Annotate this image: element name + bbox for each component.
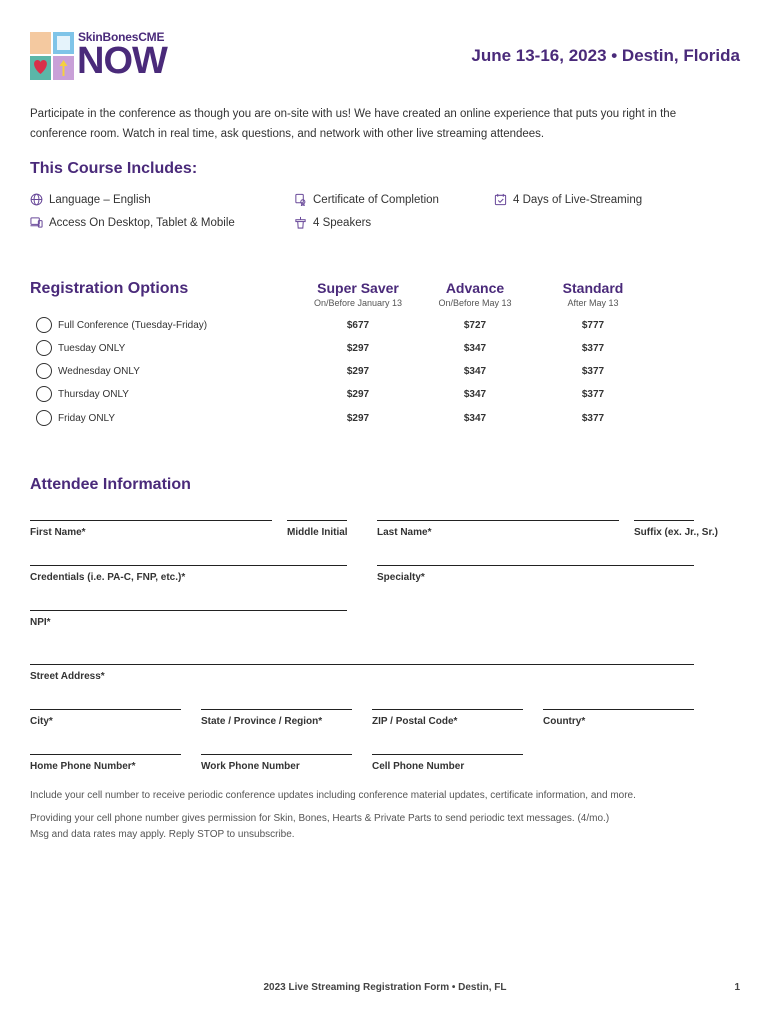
- registration-row-wednesday: Wednesday ONLY $297 $347 $377: [36, 362, 676, 382]
- home-phone-field[interactable]: Home Phone Number*: [30, 754, 181, 772]
- certificate-icon: [294, 193, 307, 206]
- last-name-field[interactable]: Last Name*: [377, 520, 619, 538]
- logo-brand: SkinBonesCME: [78, 30, 165, 44]
- registration-row-thursday: Thursday ONLY $297 $347 $377: [36, 385, 676, 405]
- intro-text: Participate in the conference as though you are on-site with us! We have created an online experience that puts you right in the conference room. Watch in real time, ask questions, and network with other live streaming attendees.: [30, 108, 677, 140]
- course-includes-title: This Course Includes:: [30, 160, 198, 177]
- first-name-field[interactable]: First Name*: [30, 520, 272, 538]
- feature-livestreaming: 4 Days of Live-Streaming: [494, 193, 642, 206]
- feature-devices: Access On Desktop, Tablet & Mobile: [30, 216, 235, 229]
- column-super-saver: Super Saver On/Before January 13: [313, 280, 403, 308]
- registration-row-friday: Friday ONLY $297 $347 $377: [36, 409, 676, 429]
- event-date: June 13-16, 2023 • Destin, Florida: [471, 46, 740, 65]
- state-field[interactable]: State / Province / Region*: [201, 709, 352, 727]
- footer-text: 2023 Live Streaming Registration Form • Destin, FL: [263, 982, 507, 993]
- text-permission-note: Providing your cell phone number gives permission for Skin, Bones, Hearts & Private Parts to send periodic text messages. (4/mo.): [30, 813, 610, 824]
- msg-rates-note: Msg and data rates may apply. Reply STOP to unsubscribe.: [30, 829, 295, 840]
- feature-speakers: 4 Speakers: [294, 216, 371, 229]
- registration-title: Registration Options: [30, 280, 189, 297]
- suffix-field[interactable]: Suffix (ex. Jr., Sr.): [634, 520, 694, 538]
- column-advance: Advance On/Before May 13: [438, 280, 512, 308]
- column-standard: Standard After May 13: [562, 280, 624, 308]
- radio-wednesday[interactable]: [36, 363, 52, 379]
- work-phone-field[interactable]: Work Phone Number: [201, 754, 352, 772]
- registration-row-full: Full Conference (Tuesday-Friday) $677 $727 $777: [36, 316, 676, 336]
- logo-now: NOW: [77, 40, 167, 82]
- middle-initial-field[interactable]: Middle Initial: [287, 520, 347, 538]
- podium-icon: [294, 216, 307, 229]
- radio-tuesday[interactable]: [36, 340, 52, 356]
- globe-icon: [30, 193, 43, 206]
- feature-certificate: Certificate of Completion: [294, 193, 439, 206]
- specialty-field[interactable]: Specialty*: [377, 565, 694, 583]
- logo: [30, 28, 182, 84]
- logo-tiles-icon: [30, 32, 74, 80]
- attendee-title: Attendee Information: [30, 476, 191, 493]
- radio-full-conference[interactable]: [36, 317, 52, 333]
- city-field[interactable]: City*: [30, 709, 181, 727]
- calendar-check-icon: [494, 193, 507, 206]
- feature-language: Language – English: [30, 193, 151, 206]
- page-number: 1: [734, 982, 740, 993]
- registration-row-tuesday: Tuesday ONLY $297 $347 $377: [36, 339, 676, 359]
- country-field[interactable]: Country*: [543, 709, 694, 727]
- cell-update-note: Include your cell number to receive periodic conference updates including conference material updates, certificate information, and more.: [30, 790, 636, 801]
- cell-phone-field[interactable]: Cell Phone Number: [372, 754, 523, 772]
- credentials-field[interactable]: Credentials (i.e. PA-C, FNP, etc.)*: [30, 565, 347, 583]
- radio-thursday[interactable]: [36, 386, 52, 402]
- radio-friday[interactable]: [36, 410, 52, 426]
- zip-field[interactable]: ZIP / Postal Code*: [372, 709, 523, 727]
- npi-field[interactable]: NPI*: [30, 610, 347, 628]
- devices-icon: [30, 216, 43, 229]
- street-address-field[interactable]: Street Address*: [30, 664, 694, 682]
